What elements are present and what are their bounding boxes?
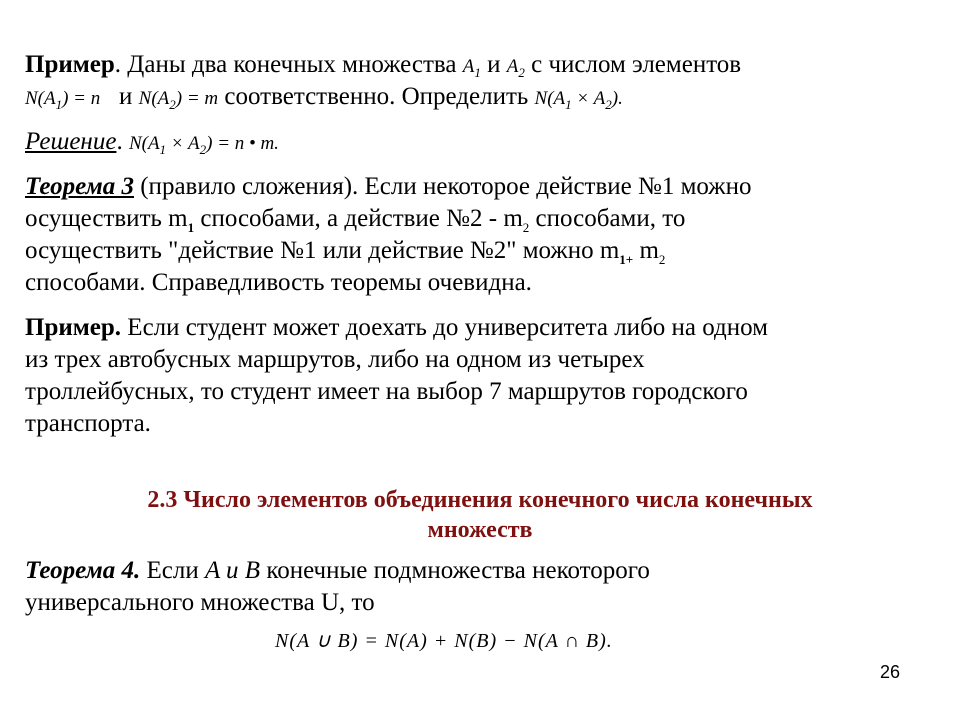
example1-label: Пример [25,51,115,78]
solution-line: Решение. $N(A_1 \times A_2) = n$ • m. [25,128,279,157]
page-number: 26 [880,662,901,682]
n-a1-formula: $N(A_1) = n$ [25,88,101,112]
example1-line2 [25,82,623,120]
example2-line3: троллейбусных, то студент имеет на выбор 7 маршрутов городского [25,378,748,405]
n-product-formula: $N(A_1 \times A_2)$. [534,88,623,112]
theorem3-label: Теорема 3 [25,173,134,200]
example2-line1: Пример. Если студент может доехать до университета либо на одном [25,314,768,341]
example2-label: Пример. [25,314,122,341]
and-word-1: и [487,51,501,78]
set-a1: $A_1$ [462,56,481,80]
example1-line2-text: соответственно. Определить [224,83,529,110]
solution-label: Решение [25,128,117,155]
theorem3-line1-text: (правило сложения). Если некоторое действие №1 можно [133,173,752,200]
union-formula: N(A ∪ B) = N(A) + N(B) − N(A ∩ B). [275,630,613,652]
theorem4-line1: Теорема 4. Если A и B конечные подмножества некоторого [25,557,650,584]
theorem4-sets: A и B [204,557,261,584]
example2-line2: из трех автобусных маршрутов, либо на одном из четырех [25,346,645,373]
theorem3-line2: осуществить $m_1$ способами, а действие №2 - $m_2$ способами, то [25,205,686,235]
theorem4-label: Теорема 4. [25,557,141,584]
example2-line4: транспорта. [25,410,151,437]
section-heading-line2: множеств [427,517,533,543]
example1-line1-text: . Даны два конечных множества [114,51,457,78]
theorem3-line4: способами. Справедливость теоремы очевидна. [25,269,532,296]
solution-formula: $N(A_1 \times A_2) = n$ • m. [128,133,279,157]
theorem3-line1 [25,172,751,202]
set-a2: $A_2$ [506,56,525,80]
theorem3-line3: осуществить "действие №1 или действие №2" можно $m_{1+}$ $m_2$ [25,237,666,267]
theorem4-line2: универсального множества U, то [25,589,375,616]
section-heading-line1: 2.3 Число элементов объединения конечного числа конечных [147,487,813,513]
example1-line1-tail: с числом элементов [531,51,742,78]
and-word-2: и [119,83,133,110]
n-a2-formula: $N(A_2) = m$ [138,88,219,112]
